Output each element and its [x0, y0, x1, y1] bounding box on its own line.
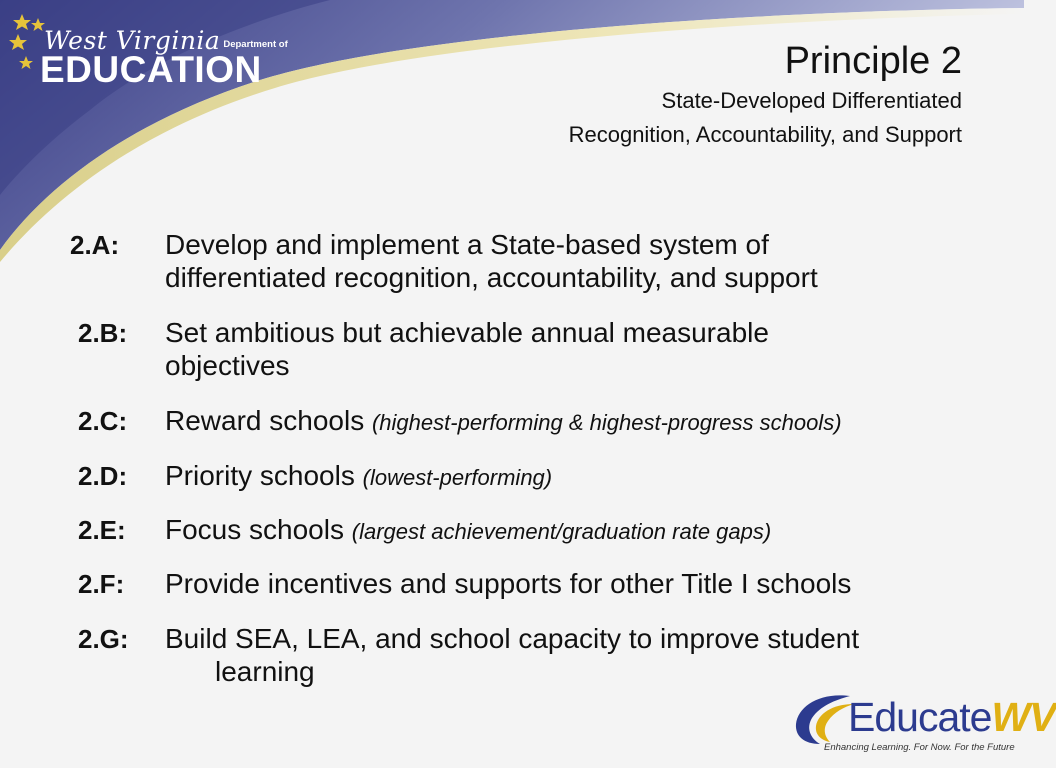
item-note: (largest achievement/graduation rate gaps) — [351, 519, 772, 544]
item-text-wrap — [165, 404, 965, 439]
educatewv-wordmark — [848, 694, 1056, 740]
slide-subtitle-line1: State-Developed Differentiated — [661, 88, 962, 113]
wv-logo-state-name: West Virginia — [44, 26, 221, 55]
wv-logo-agency: EDUCATION — [40, 49, 262, 90]
item-code: 2.B: — [78, 318, 128, 348]
item-code: 2.D: — [78, 461, 128, 491]
item-note: (highest-performing & highest-progress schools) — [371, 410, 842, 435]
item-text: Build SEA, LEA, and school capacity to improve student — [165, 623, 860, 654]
item-text: Set ambitious but achievable annual measurable objectives — [165, 317, 769, 381]
educatewv-main: Educate — [848, 694, 992, 740]
wv-department-of-education-logo — [8, 12, 288, 92]
slide-title: Principle 2 — [784, 40, 962, 82]
item-note: (lowest-performing) — [362, 465, 553, 490]
educatewv-logo — [790, 688, 1056, 760]
educatewv-accent: WV — [991, 694, 1056, 740]
item-text: Develop and implement a State-based system of differentiated recognition, accountability, and support — [165, 229, 818, 293]
wv-logo-department: Department of — [223, 39, 288, 50]
slide-header — [569, 38, 962, 152]
item-code: 2.C: — [78, 406, 128, 436]
item-text: Provide incentives and supports for other Title I schools — [165, 568, 852, 599]
item-code: 2.E: — [78, 515, 126, 545]
slide-subtitle-line2: Recognition, Accountability, and Support — [568, 122, 962, 147]
item-text: Reward schools — [165, 405, 365, 436]
item-code: 2.A: — [70, 230, 120, 260]
item-text-wrap — [165, 513, 965, 548]
educatewv-tagline: Enhancing Learning. For Now. For the Future — [824, 742, 1015, 753]
item-text: Focus schools — [165, 514, 344, 545]
item-text: Priority schools — [165, 460, 355, 491]
item-text-continuation: learning — [215, 656, 315, 687]
item-code: 2.F: — [78, 569, 125, 599]
item-text-wrap — [165, 459, 965, 494]
item-code: 2.G: — [78, 624, 129, 654]
